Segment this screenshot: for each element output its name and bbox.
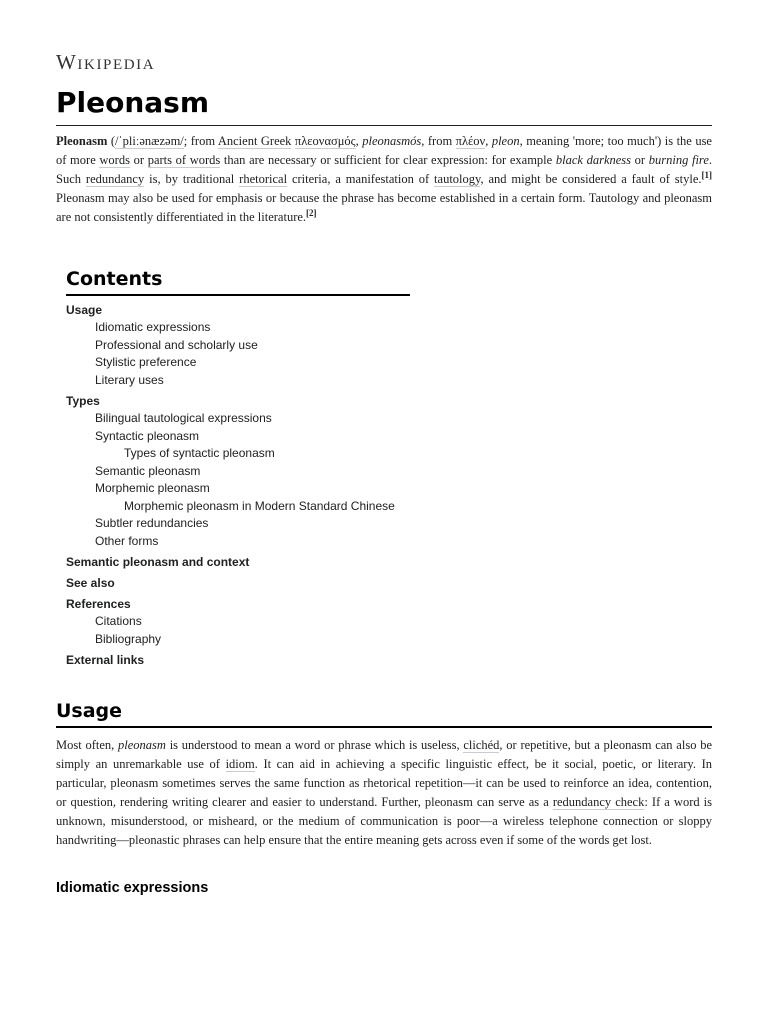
greek-pleon-link[interactable]: πλέον	[455, 134, 486, 148]
lead-paragraph	[56, 132, 712, 227]
table-of-contents	[66, 268, 410, 669]
lead-text: than are necessary or sufficient for clear expression: for example	[220, 153, 556, 167]
lead-term: Pleonasm	[56, 134, 108, 148]
toc-item[interactable]: Other forms	[95, 533, 159, 548]
page-title: Pleonasm	[56, 86, 210, 119]
toc-item[interactable]: Morphemic pleonasm in Modern Standard Chinese	[124, 498, 395, 513]
transliteration: pleonasmós	[362, 134, 422, 148]
redundancy-link[interactable]: redundancy	[85, 172, 145, 186]
usage-text: Most often,	[56, 738, 119, 752]
citation-ref-2[interactable]: [2]	[306, 207, 317, 218]
redundancy-check-link[interactable]: redundancy check	[552, 795, 645, 809]
pleonasm-emphasis: pleonasm	[118, 738, 166, 752]
lead-text: is, by traditional	[144, 172, 240, 186]
wikipedia-logo[interactable]: Wikipedia	[56, 50, 156, 74]
citation-ref-1[interactable]: [1]	[701, 169, 713, 180]
example-burning-fire: burning fire	[648, 153, 709, 167]
idiom-link[interactable]: idiom	[225, 757, 255, 771]
toc-list	[66, 302, 410, 669]
example-black-darkness: black darkness	[555, 153, 632, 167]
toc-item[interactable]: Syntactic pleonasm	[95, 428, 200, 443]
usage-text: , or repetitive, but a pleonasm can also be simply an unremarkable use of	[56, 738, 712, 771]
usage-text: is understood to mean a word or phrase which is useless,	[165, 738, 464, 752]
tautology-link[interactable]: tautology	[434, 172, 481, 186]
ipa-link[interactable]: /ˈpliːənæzəm/	[115, 134, 184, 148]
lead-text: , meaning 'more; too much') is the use of more	[56, 134, 712, 167]
toc-title: Contents	[66, 268, 410, 296]
lead-text: ,	[355, 134, 363, 148]
subsection-heading-idiomatic-expressions: Idiomatic expressions	[56, 880, 209, 896]
lead-text: Pleonasm may also be used for emphasis or because the phrase has become established in a certain form. Tautology and pleonasm are not consistently differentiated in the literature.	[56, 191, 712, 224]
usage-text: : If a word is unknown, misunderstood, or misheard, or the medium of communication is poor—a wireless telephone connection or sloppy handwriting—pleonastic phrases can help ensure that the entire meaning gets across even if some of the words get lost.	[56, 795, 713, 847]
toc-item[interactable]: Bibliography	[95, 631, 162, 646]
usage-text: . It can aid in achieving a specific linguistic effect, be it social, poetic, or literary. In particular, pleonasm sometimes serves the same function as rhetorical repetition—it can be used to reinforce an idea, contention, or question, rendering writing clearer and easier to understand. Further, pleonasm can serve as a	[56, 757, 712, 809]
toc-item[interactable]: Subtler redundancies	[95, 516, 209, 530]
lead-text: ; from	[183, 134, 218, 148]
lead-text: ,	[485, 134, 492, 148]
title-divider	[56, 125, 712, 126]
lead-text: or	[129, 153, 148, 167]
toc-item[interactable]: Types	[66, 394, 100, 408]
toc-item[interactable]: Citations	[95, 614, 142, 628]
lead-text: , and might be considered a fault of style.	[480, 172, 702, 186]
toc-item[interactable]: Types of syntactic pleonasm	[124, 446, 275, 460]
toc-item[interactable]: Bilingual tautological expressions	[95, 411, 272, 425]
greek-word-link[interactable]: πλεονασμός	[294, 134, 356, 148]
toc-item[interactable]: Morphemic pleonasm	[95, 481, 210, 495]
lead-text: criteria, a manifestation of	[287, 172, 435, 186]
toc-item[interactable]: Stylistic preference	[95, 355, 197, 369]
cliched-link[interactable]: clichéd	[463, 738, 500, 752]
toc-item[interactable]: Semantic pleonasm	[95, 463, 201, 478]
toc-item[interactable]: See also	[66, 576, 115, 590]
toc-item[interactable]: Usage	[66, 303, 103, 317]
words-link[interactable]: words	[99, 153, 130, 167]
pleon-transliteration: pleon	[491, 134, 520, 148]
lead-text: . Such	[56, 153, 713, 186]
toc-item[interactable]: Semantic pleonasm and context	[66, 555, 250, 569]
toc-item[interactable]: External links	[66, 653, 145, 667]
rhetorical-link[interactable]: rhetorical	[239, 172, 288, 186]
lead-text: , from	[421, 134, 456, 148]
toc-item[interactable]: Idiomatic expressions	[95, 320, 211, 334]
ancient-greek-link[interactable]: Ancient Greek	[217, 134, 292, 148]
usage-paragraph	[56, 736, 712, 850]
section-heading-usage: Usage	[56, 700, 712, 728]
lead-text: (	[107, 134, 116, 148]
toc-item[interactable]: Professional and scholarly use	[95, 337, 258, 352]
toc-item[interactable]: Literary uses	[95, 372, 164, 387]
lead-text: or	[631, 153, 649, 167]
parts-of-words-link[interactable]: parts of words	[147, 153, 221, 167]
toc-item[interactable]: References	[66, 597, 131, 611]
